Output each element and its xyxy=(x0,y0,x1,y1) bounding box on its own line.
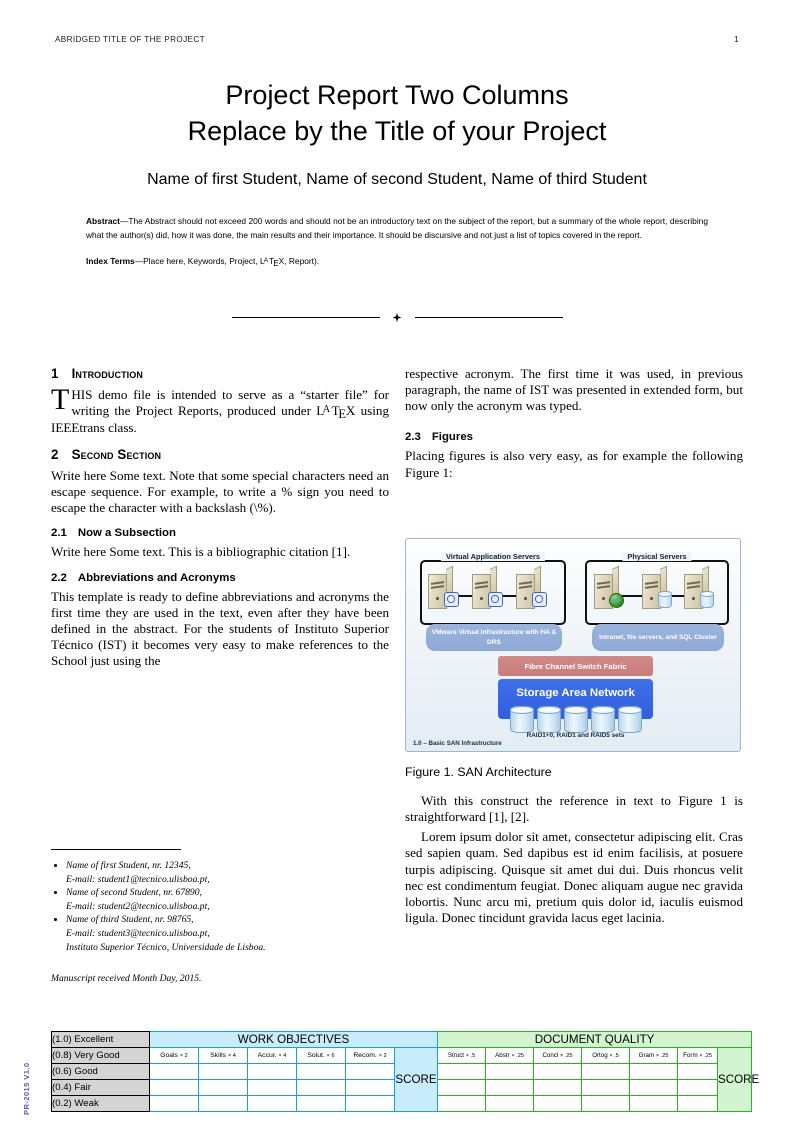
scale-fair: (0.4) Fair xyxy=(52,1080,150,1096)
score-input-cell[interactable] xyxy=(346,1080,395,1096)
abstract-text: The Abstract should not exceed 200 words and should not be an introductory text on the subject of the report, but a summary of the whole report, describing what the author(s) did, how it was done, the main results and their importance. It should be discursive and not just a list of topics covered in the report. xyxy=(86,216,708,240)
page-number: 1 xyxy=(734,35,739,44)
section-title: Second Section xyxy=(71,446,162,462)
criterion-name: Recom. xyxy=(353,1052,377,1059)
criterion-name: Concl xyxy=(542,1052,559,1059)
score-input-cell[interactable] xyxy=(150,1064,199,1080)
abstract-label: Abstract xyxy=(86,216,120,226)
abstract-block xyxy=(86,215,708,269)
scale-good: (0.6) Good xyxy=(52,1064,150,1080)
table-row xyxy=(52,1032,752,1048)
criterion-solution xyxy=(297,1048,346,1064)
san-architecture-diagram xyxy=(405,538,741,752)
score-input-cell[interactable] xyxy=(248,1064,297,1080)
score-input-cell[interactable] xyxy=(438,1064,486,1080)
section-number: 2 xyxy=(51,446,59,462)
criterion-name: Abstr xyxy=(495,1052,510,1059)
student-name: Name of second Student, nr. 67890, xyxy=(66,887,202,899)
divider-rule-right xyxy=(415,317,563,318)
score-input-cell[interactable] xyxy=(297,1096,346,1112)
work-objectives-title: WORK OBJECTIVES xyxy=(150,1032,438,1048)
criterion-name: Goals xyxy=(160,1052,178,1059)
score-input-cell[interactable] xyxy=(297,1080,346,1096)
score-input-cell[interactable] xyxy=(199,1096,248,1112)
subsection-heading-22 xyxy=(51,572,389,584)
score-input-cell[interactable] xyxy=(248,1080,297,1096)
criterion-weight: × .5 xyxy=(465,1053,476,1059)
score-input-cell[interactable] xyxy=(630,1096,678,1112)
criterion-weight: × 4 xyxy=(278,1053,287,1059)
criterion-formatting xyxy=(678,1048,718,1064)
subsection-title: Figures xyxy=(431,431,473,444)
raid-sets-label: RAID1+0, RAID1 and RAID5 sets xyxy=(526,732,625,739)
criterion-name: Accur. xyxy=(257,1052,277,1059)
running-header xyxy=(55,35,739,49)
disk-icon xyxy=(564,706,588,733)
scale-weak: (0.2) Weak xyxy=(52,1096,150,1112)
score-input-cell[interactable] xyxy=(534,1080,582,1096)
list-item xyxy=(66,913,389,954)
score-input-cell[interactable] xyxy=(486,1096,534,1112)
intro-text-after-latex: using IEEEtrans class. xyxy=(51,403,389,435)
criterion-weight: × .25 xyxy=(511,1053,524,1059)
score-input-cell[interactable] xyxy=(199,1080,248,1096)
second-section-paragraph: Write here Some text. Note that some special characters need an escape sequence. For example, to write a % sign you need to escape the character with a backslash (\%). xyxy=(51,467,389,516)
running-title: ABRIDGED TITLE OF THE PROJECT xyxy=(55,35,205,44)
student-email: E-mail: student1@tecnico.ulisboa.pt, xyxy=(66,873,210,885)
index-terms-dash: — xyxy=(134,256,144,267)
page-title xyxy=(60,78,734,149)
criterion-name: Struct xyxy=(447,1052,465,1059)
manuscript-received: Manuscript received Month Day, 2015. xyxy=(51,973,202,985)
criterion-grammar xyxy=(630,1048,678,1064)
subsection-title: Now a Subsection xyxy=(77,527,176,540)
score-input-cell[interactable] xyxy=(248,1096,297,1112)
abstract-paragraph xyxy=(86,215,708,242)
grading-table-element xyxy=(51,1031,760,1112)
criterion-accuracy xyxy=(248,1048,297,1064)
group-title-physical: Physical Servers xyxy=(622,552,691,561)
criterion-weight: × 2 xyxy=(378,1053,387,1059)
criterion-name: Solut. xyxy=(307,1052,325,1059)
footnote-student-list xyxy=(51,859,389,954)
score-input-cell[interactable] xyxy=(582,1064,630,1080)
subsection-heading-23 xyxy=(405,431,743,443)
disk-icon xyxy=(537,706,561,733)
subsection-number: 2.1 xyxy=(51,527,67,540)
fibre-channel-switch-fabric-bar: Fibre Channel Switch Fabric xyxy=(498,656,653,676)
author-list: Name of first Student, Name of second Student, Name of third Student xyxy=(147,171,647,189)
scale-very-good: (0.8) Very Good xyxy=(52,1048,150,1064)
after-figure-paragraph-2: Lorem ipsum dolor sit amet, consectetur adipiscing elit. Cras sed sapien quam. Sed dapibus est id enim facilisis, at posuere turpis adipiscing. Quisque sit amet dui dui. Duis rhoncus velit nec est condimentum feugiat. Donec aliquam augue nec gravida lobortis. Nunc arcu mi, pretium quis dolor id, iaculis euismod ligula. Donec tincidunt gravida lacus eget lacinia. xyxy=(405,829,743,926)
latex-logo: $L^ATEX$ xyxy=(316,403,356,421)
intro-paragraph xyxy=(51,383,389,436)
score-input-cell[interactable] xyxy=(199,1064,248,1080)
group-title-virtual: Virtual Application Servers xyxy=(441,552,545,561)
student-affiliation: Instituto Superior Técnico, Universidade de Lisboa. xyxy=(66,941,266,953)
storage-area-network-bar: Storage Area Network xyxy=(498,679,653,719)
disk-icon xyxy=(591,706,615,733)
scale-excellent: (1.0) Excellent xyxy=(52,1032,150,1048)
title-block xyxy=(60,78,734,189)
globe-icon xyxy=(609,593,624,608)
criterion-name: Skills xyxy=(210,1052,227,1059)
figure-block xyxy=(405,538,743,937)
score-input-cell[interactable] xyxy=(630,1064,678,1080)
abstract-dash: — xyxy=(119,216,129,226)
work-objectives-score-label: SCORE xyxy=(395,1048,438,1112)
index-terms-paragraph xyxy=(86,255,708,269)
server-led-icon xyxy=(524,597,527,600)
criterion-orthography xyxy=(582,1048,630,1064)
score-input-cell[interactable] xyxy=(438,1080,486,1096)
author-footnote xyxy=(51,849,389,986)
score-input-cell[interactable] xyxy=(150,1080,199,1096)
criterion-weight: × .5 xyxy=(609,1053,619,1059)
score-input-cell[interactable] xyxy=(534,1064,582,1080)
criterion-name: Form xyxy=(683,1052,698,1059)
subsection-21-paragraph: Write here Some text. This is a bibliographic citation [1]. xyxy=(51,544,351,560)
subsection-23-paragraph: Placing figures is also very easy, as for example the following Figure 1: xyxy=(405,448,743,480)
index-terms-text-after: , Report). xyxy=(284,256,320,267)
version-stamp: PR-2015 V1.0 xyxy=(22,1062,31,1115)
title-line-2: Replace by the Title of your Project xyxy=(187,115,607,146)
section-divider xyxy=(0,313,794,322)
left-column xyxy=(51,366,389,680)
server-led-icon xyxy=(436,597,439,600)
section-number: 1 xyxy=(51,366,59,381)
criterion-weight: × 6 xyxy=(326,1053,335,1059)
right-column-continuation: respective acronym. The first time it was used, in previous paragraph, the name of IST was presented in extended form, but now only the acronym was typed. xyxy=(405,366,743,414)
document-quality-title: DOCUMENT QUALITY xyxy=(438,1032,752,1048)
student-name: Name of first Student, nr. 12345, xyxy=(66,860,191,871)
pill-vmware-infrastructure: VMware Virtual Infrastructure with HA & DRS xyxy=(426,624,562,651)
figure-corner-note: 1.0 – Basic SAN Infrastructure xyxy=(413,740,502,747)
disk-icon xyxy=(510,706,534,733)
server-led-icon xyxy=(650,597,653,600)
document-quality-score-label: SCORE xyxy=(718,1048,752,1112)
grading-table xyxy=(51,1031,760,1112)
subsection-title: Abbreviations and Acronyms xyxy=(77,571,236,584)
right-column xyxy=(405,366,743,492)
figure-caption: Figure 1. SAN Architecture xyxy=(405,765,552,779)
score-input-cell[interactable] xyxy=(297,1064,346,1080)
diamond-icon xyxy=(393,313,402,322)
pill-intranet-cluster: Intranet, file servers, and SQL Cluster xyxy=(592,624,724,651)
subsection-heading-21 xyxy=(51,527,389,539)
list-item xyxy=(66,859,389,886)
criterion-goals xyxy=(150,1048,199,1064)
score-input-cell[interactable] xyxy=(678,1064,718,1080)
score-input-cell[interactable] xyxy=(678,1080,718,1096)
index-terms-label: Index Terms xyxy=(86,256,135,267)
student-email: E-mail: student3@tecnico.ulisboa.pt, xyxy=(66,928,210,940)
table-row xyxy=(52,1048,752,1064)
drop-cap: T xyxy=(51,383,70,416)
section-title: Introduction xyxy=(71,366,143,381)
score-input-cell[interactable] xyxy=(486,1080,534,1096)
latex-logo: $L^ATEX$ xyxy=(259,256,285,268)
disk-array xyxy=(510,706,642,732)
score-input-cell[interactable] xyxy=(150,1096,199,1112)
criterion-name: Gram xyxy=(638,1052,655,1059)
subsection-number: 2.2 xyxy=(51,571,67,584)
list-item xyxy=(66,886,389,913)
criterion-conclusion xyxy=(534,1048,582,1064)
subsection-number: 2.3 xyxy=(405,431,421,444)
student-email: E-mail: student2@tecnico.ulisboa.pt, xyxy=(66,900,210,912)
score-input-cell[interactable] xyxy=(582,1096,630,1112)
criterion-structure xyxy=(438,1048,486,1064)
criterion-weight: × .25 xyxy=(560,1053,573,1059)
divider-rule-left xyxy=(232,317,380,318)
criterion-skills xyxy=(199,1048,248,1064)
title-line-1: Project Report Two Columns xyxy=(225,80,569,110)
server-led-icon xyxy=(602,597,605,600)
index-terms-text-before: Place here, Keywords, Project, xyxy=(143,256,260,267)
database-icon xyxy=(700,591,714,608)
disk-icon xyxy=(618,706,642,733)
server-led-icon xyxy=(480,597,483,600)
criterion-weight: × 4 xyxy=(227,1053,236,1059)
score-input-cell[interactable] xyxy=(582,1080,630,1096)
score-input-cell[interactable] xyxy=(534,1096,582,1112)
footnote-rule xyxy=(51,849,181,850)
section-heading-introduction xyxy=(51,366,389,381)
after-figure-paragraph-1: With this construct the reference in text to Figure 1 is straightforward [1], [2]. xyxy=(405,793,743,825)
server-led-icon xyxy=(692,597,695,600)
vmware-badge-icon xyxy=(488,592,503,607)
criterion-weight: × 2 xyxy=(179,1053,188,1059)
criterion-abstract xyxy=(486,1048,534,1064)
intro-text-before-latex: demo file is intended to serve as a “starter file” for writing the Project Reports, produced under xyxy=(71,387,389,419)
student-name: Name of third Student, nr. 98765, xyxy=(66,914,194,926)
score-input-cell[interactable] xyxy=(486,1064,534,1080)
section-heading-second xyxy=(51,447,389,462)
subsection-22-paragraph: This template is ready to define abbreviations and acronyms the first time they are used in the text, even after they have been defined in the abstract. For the students of Instituto Superior Técnico (IST) it becomes very easy to make references to the School just using the xyxy=(51,588,389,669)
vmware-badge-icon xyxy=(444,592,459,607)
database-icon xyxy=(658,591,672,608)
score-input-cell[interactable] xyxy=(438,1096,486,1112)
score-input-cell[interactable] xyxy=(346,1064,395,1080)
criterion-weight: × .25 xyxy=(655,1053,669,1059)
vmware-badge-icon xyxy=(532,592,547,607)
score-input-cell[interactable] xyxy=(678,1096,718,1112)
criterion-name: Ortog xyxy=(592,1052,608,1059)
criterion-weight: × .25 xyxy=(699,1053,712,1059)
score-input-cell[interactable] xyxy=(346,1096,395,1112)
score-input-cell[interactable] xyxy=(630,1080,678,1096)
intro-smallcaps: HIS xyxy=(71,387,93,402)
criterion-recommendation xyxy=(346,1048,395,1064)
